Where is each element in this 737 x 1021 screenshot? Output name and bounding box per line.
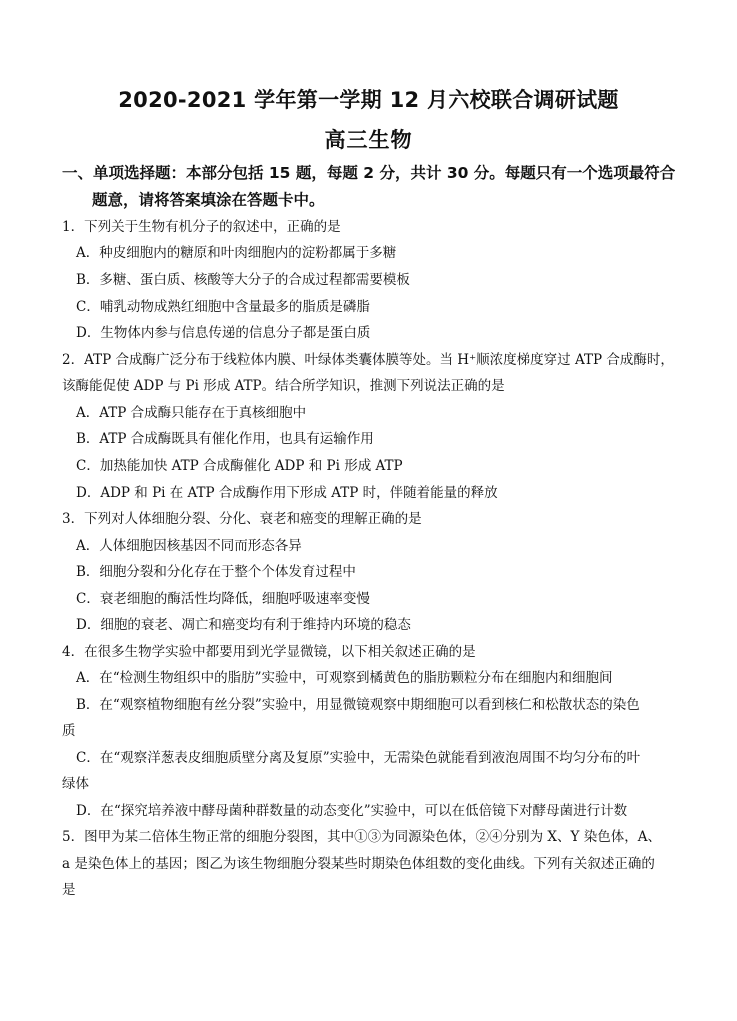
exam-title: 2020-2021 学年第一学期 12 月六校联合调研试题 — [118, 88, 619, 112]
question-2-stem-line-1: 2．ATP 合成酶广泛分布于线粒体内膜、叶绿体类囊体膜等处。当 H⁺顺浓度梯度穿过 ATP 合成酶时， — [62, 352, 674, 368]
question-5-stem-line-2: a 是染色体上的基因；图乙为该生物细胞分裂某些时期染色体组数的变化曲线。下列有关叙述正确的 — [62, 856, 655, 872]
question-2-option-c: C．加热能加快 ATP 合成酶催化 ADP 和 Pi 形成 ATP — [76, 458, 403, 474]
question-3-option-d: D．细胞的衰老、凋亡和癌变均有利于维持内环境的稳态 — [76, 617, 411, 633]
question-5-stem-line-3: 是 — [62, 882, 76, 898]
question-4-option-b: B．在“观察植物细胞有丝分裂”实验中，用显微镜观察中期细胞可以看到核仁和松散状态的染色 — [76, 697, 640, 713]
question-3-option-b: B．细胞分裂和分化存在于整个个体发育过程中 — [76, 564, 356, 580]
exam-subtitle: 高三生物 — [324, 128, 413, 152]
question-2-stem-line-2: 该酶能促使 ADP 与 Pi 形成 ATP。结合所学知识，推测下列说法正确的是 — [62, 378, 505, 394]
question-4-option-c-continued: 绿体 — [62, 776, 89, 792]
question-4-stem: 4．在很多生物学实验中都要用到光学显微镜，以下相关叙述正确的是 — [62, 644, 476, 660]
question-2-option-a: A．ATP 合成酶只能存在于真核细胞中 — [76, 405, 307, 421]
question-1-option-c: C．哺乳动物成熟红细胞中含量最多的脂质是磷脂 — [76, 299, 370, 315]
question-3-option-a: A．人体细胞因核基因不同而形态各异 — [76, 538, 302, 554]
question-4-option-c: C．在“观察洋葱表皮细胞质壁分离及复原”实验中，无需染色就能看到液泡周围不均匀分布的叶 — [76, 750, 641, 766]
question-4-option-a: A．在“检测生物组织中的脂肪”实验中，可观察到橘黄色的脂肪颗粒分布在细胞内和细胞间 — [76, 670, 613, 686]
question-5-stem-line-1: 5．图甲为某二倍体生物正常的细胞分裂图，其中①③为同源染色体，②④分别为 X、Y 染色体，A、 — [62, 829, 661, 845]
question-4-option-b-continued: 质 — [62, 723, 76, 739]
question-2-option-d: D．ADP 和 Pi 在 ATP 合成酶作用下形成 ATP 时，伴随着能量的释放 — [76, 485, 498, 501]
question-1-option-d: D．生物体内参与信息传递的信息分子都是蛋白质 — [76, 325, 371, 341]
section-heading — [62, 160, 682, 214]
question-2-option-b: B．ATP 合成酶既具有催化作用，也具有运输作用 — [76, 431, 374, 447]
question-3-option-c: C．衰老细胞的酶活性均降低，细胞呼吸速率变慢 — [76, 591, 370, 607]
question-1-stem: 1．下列关于生物有机分子的叙述中，正确的是 — [62, 219, 341, 235]
question-1-option-a: A．种皮细胞内的糖原和叶肉细胞内的淀粉都属于多糖 — [76, 245, 397, 261]
question-3-stem: 3．下列对人体细胞分裂、分化、衰老和癌变的理解正确的是 — [62, 511, 422, 527]
question-1-option-b: B．多糖、蛋白质、核酸等大分子的合成过程都需要模板 — [76, 272, 410, 288]
section-heading-line-2: 题意，请将答案填涂在答题卡中。 — [92, 191, 325, 209]
question-4-option-d: D．在“探究培养液中酵母菌种群数量的动态变化”实验中，可以在低倍镜下对酵母菌进行计数 — [76, 803, 628, 819]
section-heading-line-1: 一、单项选择题：本部分包括 15 题，每题 2 分，共计 30 分。每题只有一个选项最符合 — [62, 164, 676, 182]
